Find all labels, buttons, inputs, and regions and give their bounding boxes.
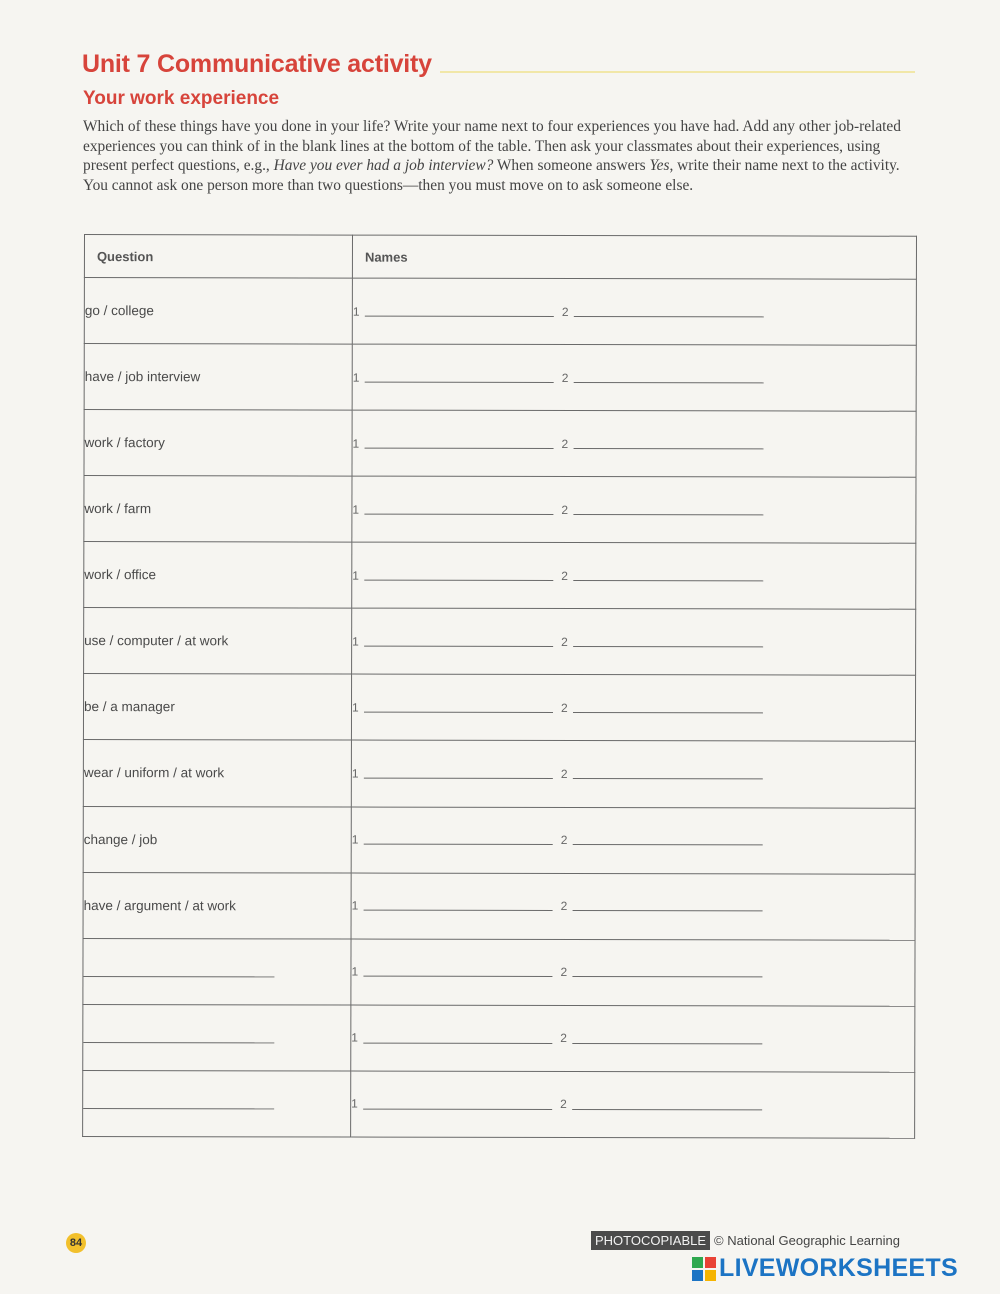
- name-line-1[interactable]: [365, 440, 554, 449]
- table-row: [83, 674, 915, 742]
- table-row: [84, 542, 916, 610]
- table-row: [83, 1004, 915, 1072]
- copyright-text: © National Geographic Learning: [714, 1233, 900, 1248]
- table-row: [84, 278, 916, 346]
- name-number-1: 1: [352, 436, 360, 451]
- footer-credit: [591, 1231, 900, 1250]
- instructions: Which of these things have you done in your life? Write your name next to four experiences you have had. Add any other job-related experiences you can think of in the blank lines at the bottom of the table. Then ask your classmates about their experiences, using present perfect questions, e.g., Have you ever had a job interview? When someone answers Yes, write their name next to the activity. You cannot ask one person more than two questions—then you must move on to ask someone else.: [83, 118, 901, 194]
- question-cell: go / college: [84, 278, 352, 345]
- name-number-1: 1: [351, 1030, 359, 1045]
- worksheet-table: [82, 234, 917, 1139]
- name-number-1: 1: [352, 634, 359, 649]
- table-row: [83, 938, 915, 1006]
- name-line-1[interactable]: [363, 1034, 552, 1043]
- name-line-2[interactable]: [573, 770, 763, 779]
- name-line-2[interactable]: [573, 638, 763, 647]
- name-line-1[interactable]: [365, 307, 554, 316]
- name-line-2[interactable]: [573, 572, 763, 581]
- names-cell: [352, 608, 916, 675]
- name-number-1: 1: [352, 568, 359, 583]
- names-cell: [351, 1005, 915, 1072]
- names-cell: [351, 1071, 915, 1138]
- column-header-question: Question: [84, 235, 352, 279]
- table-row: [84, 344, 916, 412]
- names-cell: [351, 740, 915, 807]
- question-cell: work / factory: [84, 410, 352, 477]
- name-number-1: 1: [351, 700, 359, 715]
- name-line-2[interactable]: [573, 704, 763, 713]
- name-line-2[interactable]: [573, 902, 763, 911]
- page-title: Unit 7 Communicative activity: [82, 50, 432, 78]
- question-cell: have / job interview: [84, 344, 352, 411]
- blank-question-line[interactable]: [83, 1034, 274, 1043]
- question-cell[interactable]: [83, 1070, 351, 1137]
- name-number-2: 2: [561, 370, 569, 385]
- name-number-2: 2: [560, 899, 568, 914]
- name-number-2: 2: [561, 304, 569, 319]
- names-cell: [352, 410, 916, 477]
- question-cell: change / job: [83, 806, 351, 873]
- name-number-2: 2: [560, 1097, 567, 1112]
- column-header-names: Names: [352, 235, 916, 279]
- blank-question-line[interactable]: [83, 968, 274, 977]
- question-cell: be / a manager: [83, 674, 351, 741]
- photocopiable-badge: PHOTOCOPIABLE: [591, 1231, 710, 1250]
- name-line-1[interactable]: [364, 902, 553, 911]
- table-row: [84, 608, 916, 676]
- table-header-row: [84, 235, 916, 280]
- table-row: [84, 410, 916, 478]
- page-subtitle: Your work experience: [83, 88, 280, 109]
- name-number-2: 2: [560, 766, 568, 781]
- name-line-2[interactable]: [573, 836, 763, 845]
- names-cell: [351, 674, 915, 741]
- table-row: [84, 476, 916, 544]
- name-number-2: 2: [561, 502, 569, 517]
- question-cell: work / office: [84, 542, 352, 609]
- blank-question-line[interactable]: [83, 1100, 274, 1109]
- table-row: [83, 740, 915, 808]
- name-line-2[interactable]: [574, 374, 764, 383]
- table-row: [83, 806, 915, 874]
- names-cell: [352, 344, 916, 411]
- name-number-1: 1: [351, 898, 359, 913]
- name-line-1[interactable]: [364, 836, 553, 845]
- name-line-1[interactable]: [363, 968, 552, 977]
- name-line-1[interactable]: [364, 506, 553, 515]
- table-row: [83, 1070, 915, 1138]
- name-number-1: 1: [351, 1096, 358, 1111]
- question-cell: use / computer / at work: [84, 608, 352, 675]
- names-cell: [352, 542, 916, 609]
- name-line-2[interactable]: [573, 506, 763, 515]
- name-number-2: 2: [560, 833, 568, 848]
- title-rule: [440, 71, 915, 73]
- name-number-1: 1: [352, 304, 360, 319]
- names-cell: [352, 278, 916, 345]
- name-number-1: 1: [351, 964, 359, 979]
- name-number-2: 2: [561, 436, 569, 451]
- name-line-2[interactable]: [572, 1101, 762, 1110]
- question-cell[interactable]: [83, 1004, 351, 1071]
- question-cell[interactable]: [83, 938, 351, 1005]
- liveworksheets-text: LIVEWORKSHEETS: [719, 1254, 958, 1282]
- name-line-2[interactable]: [572, 969, 762, 978]
- name-number-2: 2: [560, 965, 568, 980]
- name-number-1: 1: [351, 766, 359, 781]
- name-number-1: 1: [352, 502, 360, 517]
- name-line-2[interactable]: [572, 1035, 762, 1044]
- name-number-2: 2: [560, 700, 568, 715]
- names-cell: [352, 476, 916, 543]
- name-line-1[interactable]: [364, 770, 553, 779]
- liveworksheets-icon: [692, 1257, 716, 1281]
- name-line-2[interactable]: [574, 308, 764, 317]
- name-line-1[interactable]: [365, 374, 554, 383]
- name-number-2: 2: [561, 568, 568, 583]
- question-cell: have / argument / at work: [83, 872, 351, 939]
- name-number-2: 2: [561, 634, 568, 649]
- name-line-2[interactable]: [574, 440, 764, 449]
- name-number-1: 1: [352, 370, 360, 385]
- name-number-1: 1: [351, 832, 359, 847]
- question-cell: wear / uniform / at work: [83, 740, 351, 807]
- names-cell: [351, 939, 915, 1006]
- page-number: 84: [66, 1233, 86, 1253]
- name-line-1[interactable]: [364, 638, 553, 647]
- table-row: [83, 872, 915, 940]
- name-line-1[interactable]: [364, 704, 553, 713]
- question-cell: work / farm: [84, 476, 352, 543]
- names-cell: [351, 873, 915, 940]
- name-line-1[interactable]: [364, 572, 553, 581]
- names-cell: [351, 807, 915, 874]
- name-line-1[interactable]: [363, 1100, 552, 1109]
- liveworksheets-logo: [692, 1254, 958, 1283]
- name-number-2: 2: [560, 1031, 568, 1046]
